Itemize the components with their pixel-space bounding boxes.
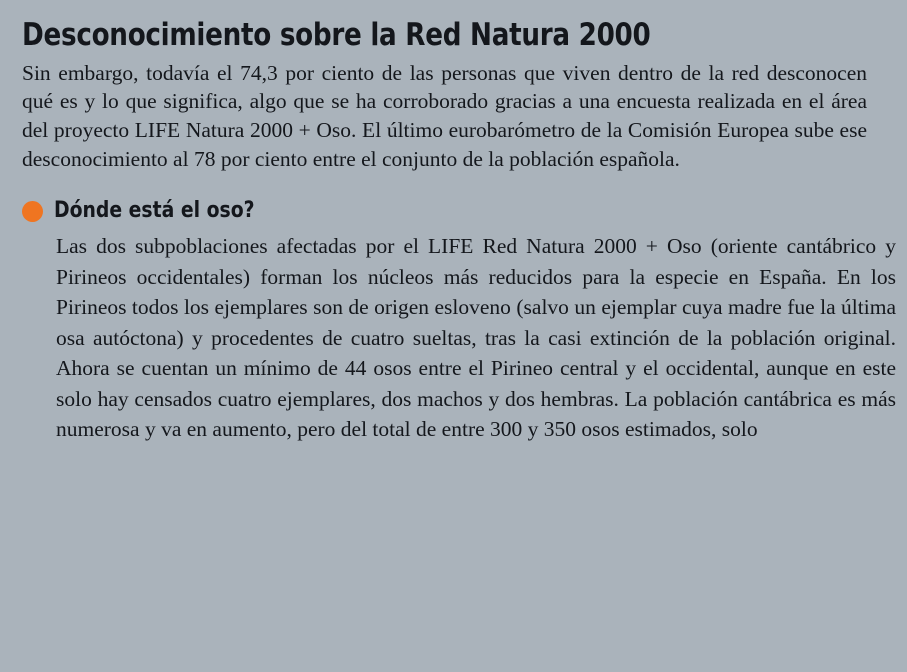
- body-paragraph: Las dos subpoblaciones afectadas por el LIFE Red Natura 2000 + Oso (oriente cantábrico y Pirineos occidentales) forman los núcleos más reducidos para la especie en España. En los Pirineos todos los ejemplares son de origen esloveno (salvo un ejemplar cuya madre fue la última osa autóctona) y procedentes de cuatro sueltas, tras la casi extinción de la población original. Ahora se cuentan un mínimo de 44 osos entre el Pirineo central y el occidental, aunque en este solo hay censados cuatro ejemplares, dos machos y dos hembras. La población cantábrica es más numerosa y va en aumento, pero del total de entre 300 y 350 osos estimados, solo: [56, 234, 896, 442]
- section-body: [56, 231, 896, 445]
- section-subheading-label: Dónde está el oso?: [54, 198, 255, 224]
- page-title: Desconocimiento sobre la Red Natura 2000: [22, 17, 651, 53]
- lead-paragraph: Sin embargo, todavía el 74,3 por ciento de las personas que viven dentro de la red desconocen qué es y lo que significa, algo que se ha corroborado gracias a una encuesta realizada en el área del proyecto LIFE Natura 2000 + Oso. El último eurobarómetro de la Comisión Europea sube ese desconocimiento al 78 por ciento entre el conjunto de la población española.: [22, 60, 867, 171]
- bullet-dot-icon: [22, 201, 43, 222]
- section-subheading: [22, 199, 877, 223]
